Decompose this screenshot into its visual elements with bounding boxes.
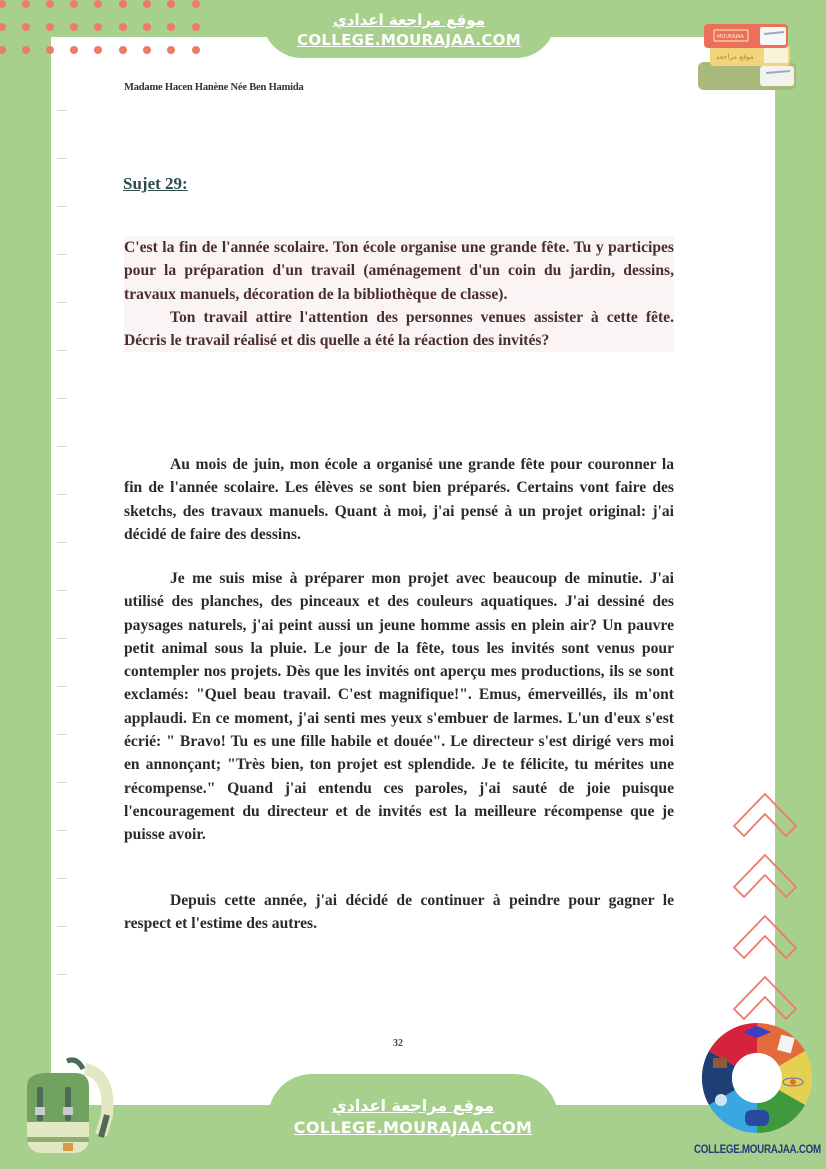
decorative-dot-pattern (0, 0, 220, 60)
subject-title: Sujet 29: (123, 174, 188, 193)
footer-arabic-title: موقع مراجعة اعدادي (331, 1096, 495, 1115)
logo-caption: COLLEGE.MOURAJAA.COM (694, 1144, 821, 1156)
prompt-paragraph-1: C'est la fin de l'année scolaire. Ton école organise une grande fête. Tu y participes pour la préparation d'un travail (aménagement d'un coin du jardin, dessins, travaux manuels, décoration de la bibliothèque de classe). (124, 239, 674, 303)
subject-prompt (124, 236, 674, 352)
answer-paragraph-1: Au mois de juin, mon école a organisé une grande fête pour couronner la fin de l'année scolaire. Les élèves se sont bien préparés. Certains vont faire des sketchs, des travaux manuels. Quant à moi, j'ai pensé à un projet original: j'ai décidé de faire des dessins. (124, 456, 674, 543)
books-stack-icon (690, 10, 800, 100)
header-arabic-title: موقع مراجعة اعدادي (333, 11, 485, 29)
site-logo-icon[interactable] (695, 1020, 820, 1140)
prompt-paragraph-2: Ton travail attire l'attention des personnes venues assister à cette fête. Décris le travail réalisé et dis quelle a été la réaction des invités? (124, 308, 674, 350)
author-name: Madame Hacen Hanène Née Ben Hamida (124, 82, 304, 93)
chevron-up-icon (730, 790, 800, 1040)
answer-paragraph-2: Je me suis mise à préparer mon projet avec beaucoup de minutie. J'ai utilisé des planches, des pinceaux et des couleurs aquatiques. J'ai dessiné des paysages naturels, j'ai peint aussi un jeune homme assis en plein air? Un pauvre petit animal sous la pluie. Le jour de la fête, tous les invités sont venus pour contempler nos projets. Dès que les invités ont aperçu mes productions, ils se sont exclamés: "Quel beau travail. C'est magnifique!". Emus, émerveillés, ils m'ont applaudi. En ce moment, j'ai senti mes yeux s'embuer de larmes. L'un d'eux s'est écrié: " Bravo! Tu es une fille habile et douée". Le directeur s'est dirigé vers moi en annonçant; "Très bien, ton projet est splendide. Je te félicite, tu mérites une récompense." Quand j'ai entendu ces paroles, j'ai sauté de joie puisque l'encouragement du directeur et de invités est la meilleure récompense que je puisse avoir. (124, 570, 674, 844)
header-site-link[interactable]: COLLEGE.MOURAJAA.COM (297, 31, 521, 49)
backpack-icon (15, 1055, 115, 1155)
footer-site-link[interactable]: COLLEGE.MOURAJAA.COM (293, 1118, 533, 1137)
answer-paragraph-3: Depuis cette année, j'ai décidé de continuer à peindre pour gagner le respect et l'estime des autres. (124, 892, 674, 933)
svg-text:موقع مراجعة: موقع مراجعة (716, 53, 754, 61)
margin-marks (57, 110, 69, 1010)
footer-site-banner[interactable] (268, 1074, 558, 1169)
svg-text:MOURAJAA: MOURAJAA (717, 34, 744, 40)
header-site-banner[interactable] (262, 0, 556, 58)
page-number: 32 (393, 1038, 403, 1049)
